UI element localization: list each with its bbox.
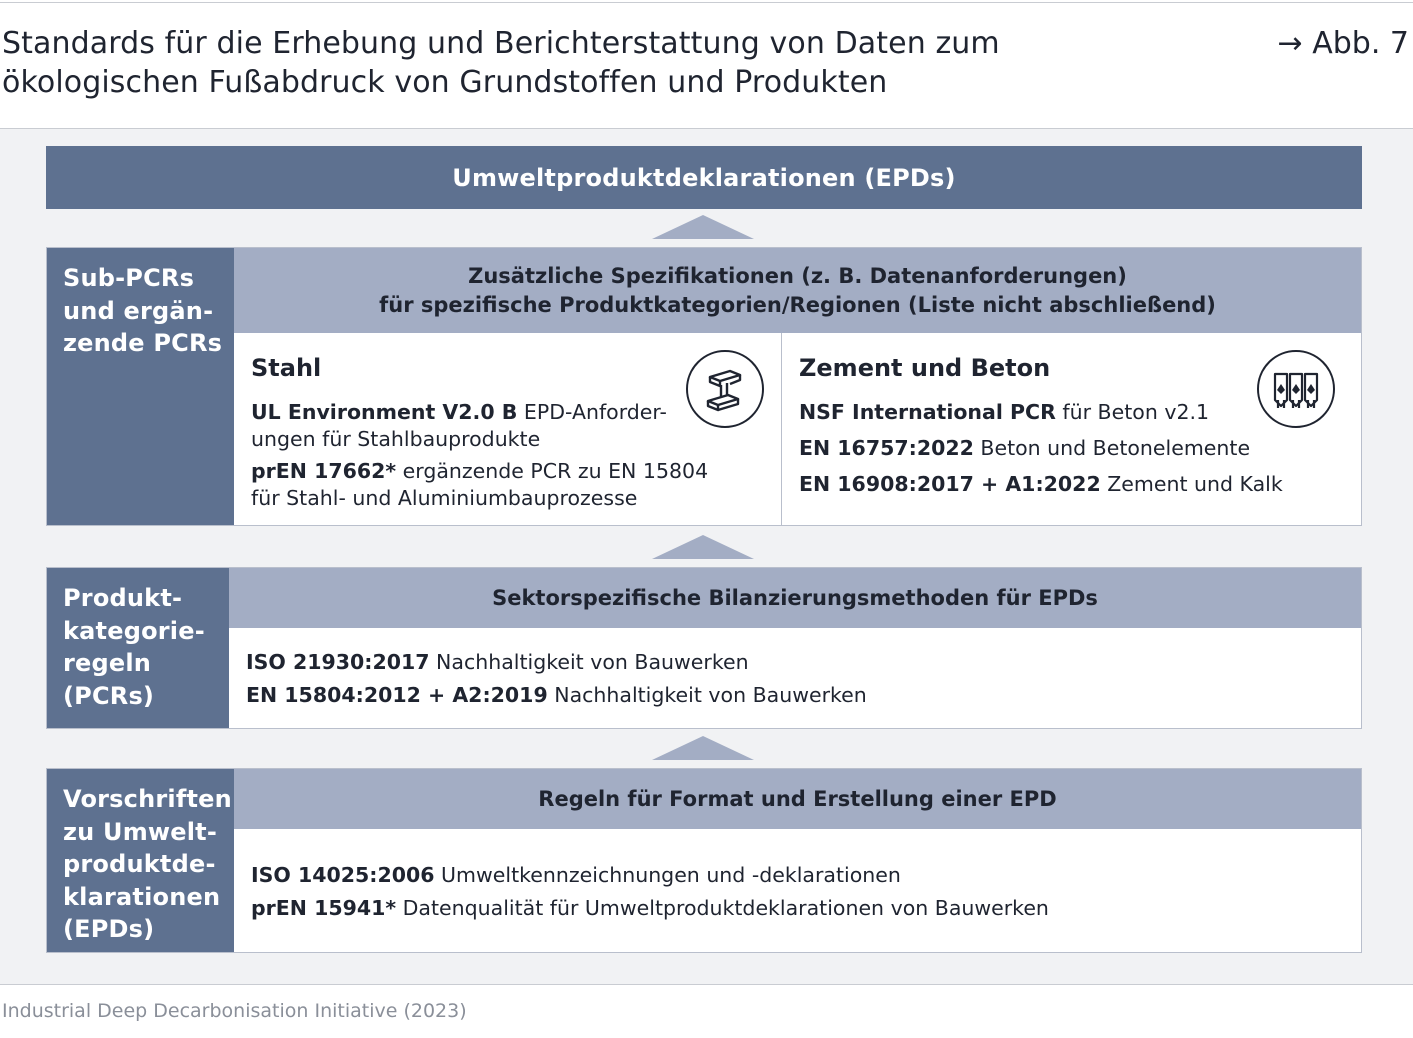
standard-code: NSF International PCR xyxy=(799,400,1056,424)
cement-item-2 xyxy=(799,434,1250,463)
column-divider xyxy=(781,333,782,525)
top-epd-label: Umweltproduktdeklarationen (EPDs) xyxy=(452,163,956,192)
up-arrow-3 xyxy=(652,736,754,760)
top-rule xyxy=(0,2,1413,3)
side-line: (PCRs) xyxy=(63,681,155,710)
side-line: (EPDs) xyxy=(63,915,155,943)
epd-rules-block xyxy=(46,768,1362,953)
side-line: zu Umwelt- xyxy=(63,817,218,846)
cement-item-1 xyxy=(799,398,1209,427)
side-line: Produkt- xyxy=(63,584,183,612)
pcr-item-1 xyxy=(246,648,749,677)
up-arrow-2 xyxy=(652,535,754,559)
title-line-1: Standards für die Erhebung und Berichterstattung von Daten zum xyxy=(2,26,1000,61)
up-arrow-1 xyxy=(652,215,754,239)
steel-title: Stahl xyxy=(251,354,322,382)
sub-pcr-side-label xyxy=(47,248,234,525)
standard-desc: Nachhaltigkeit von Bauwerken xyxy=(429,650,749,674)
epd-rules-item-2 xyxy=(251,894,1049,923)
standard-desc: ergänzende PCR zu EN 15804 xyxy=(396,459,709,483)
sub-pcr-block xyxy=(46,247,1362,526)
page-title xyxy=(2,24,1000,102)
side-line: kategorie- xyxy=(63,616,205,645)
side-line: Vorschriften xyxy=(63,785,232,813)
cement-item-3 xyxy=(799,470,1283,499)
standard-code: EN 16908:2017 + A1:2022 xyxy=(799,472,1101,496)
footer-rule xyxy=(0,984,1413,985)
pcr-side-label xyxy=(47,568,229,728)
figure-reference: → Abb. 7 xyxy=(1277,26,1409,61)
standard-code: ISO 21930:2017 xyxy=(246,650,430,674)
epd-rules-item-1 xyxy=(251,861,901,890)
standard-desc: für Beton v2.1 xyxy=(1055,400,1210,424)
standard-desc: Nachhaltigkeit von Bauwerken xyxy=(547,683,867,707)
steel-item-1 xyxy=(251,398,667,427)
epd-rules-header xyxy=(234,769,1361,829)
standard-desc: Zement und Kalk xyxy=(1100,472,1283,496)
side-line: Sub-PCRs xyxy=(63,264,195,292)
side-line: klarationen xyxy=(63,882,221,911)
standard-code: ISO 14025:2006 xyxy=(251,863,435,887)
steel-item-2 xyxy=(251,457,708,486)
header-line: Zusätzliche Spezifikationen (z. B. Datenanforderungen) xyxy=(468,263,1127,288)
steel-item-1-cont: ungen für Stahlbauprodukte xyxy=(251,427,541,451)
source-note: Industrial Deep Decarbonisation Initiative (2023) xyxy=(2,1000,467,1022)
title-line-2: ökologischen Fußabdruck von Grundstoffen und Produkten xyxy=(2,65,888,100)
standard-desc: EPD-Anforder- xyxy=(517,400,667,424)
standard-code: UL Environment V2.0 B xyxy=(251,400,518,424)
standard-desc: Beton und Betonelemente xyxy=(973,436,1251,460)
steel-beam-icon xyxy=(686,350,764,428)
cement-silo-icon xyxy=(1257,350,1335,428)
epd-rules-side-label xyxy=(47,769,234,952)
pcr-header xyxy=(229,568,1361,628)
standard-desc: Datenqualität für Umweltproduktdeklarationen von Bauwerken xyxy=(396,896,1049,920)
side-line: und ergän- xyxy=(63,296,214,325)
standard-code: prEN 17662* xyxy=(251,459,397,483)
top-epd-bar xyxy=(46,146,1362,209)
standard-code: EN 16757:2022 xyxy=(799,436,974,460)
header-line: Sektorspezifische Bilanzierungsmethoden für EPDs xyxy=(492,585,1098,610)
sub-pcr-header xyxy=(234,248,1361,333)
pcr-item-2 xyxy=(246,681,867,710)
standard-desc: Umweltkennzeichnungen und -deklarationen xyxy=(434,863,901,887)
standard-code: EN 15804:2012 + A2:2019 xyxy=(246,683,548,707)
steel-item-2-cont: für Stahl- und Aluminiumbauprozesse xyxy=(251,486,638,510)
side-line: regeln xyxy=(63,649,152,677)
cement-title: Zement und Beton xyxy=(799,354,1051,382)
pcr-block xyxy=(46,567,1362,729)
side-line: zende PCRs xyxy=(63,329,223,357)
header-line: für spezifische Produktkategorien/Regionen (Liste nicht abschließend) xyxy=(379,292,1216,317)
header-line: Regeln für Format und Erstellung einer EPD xyxy=(538,786,1057,811)
side-line: produktde- xyxy=(63,850,216,878)
standard-code: prEN 15941* xyxy=(251,896,397,920)
